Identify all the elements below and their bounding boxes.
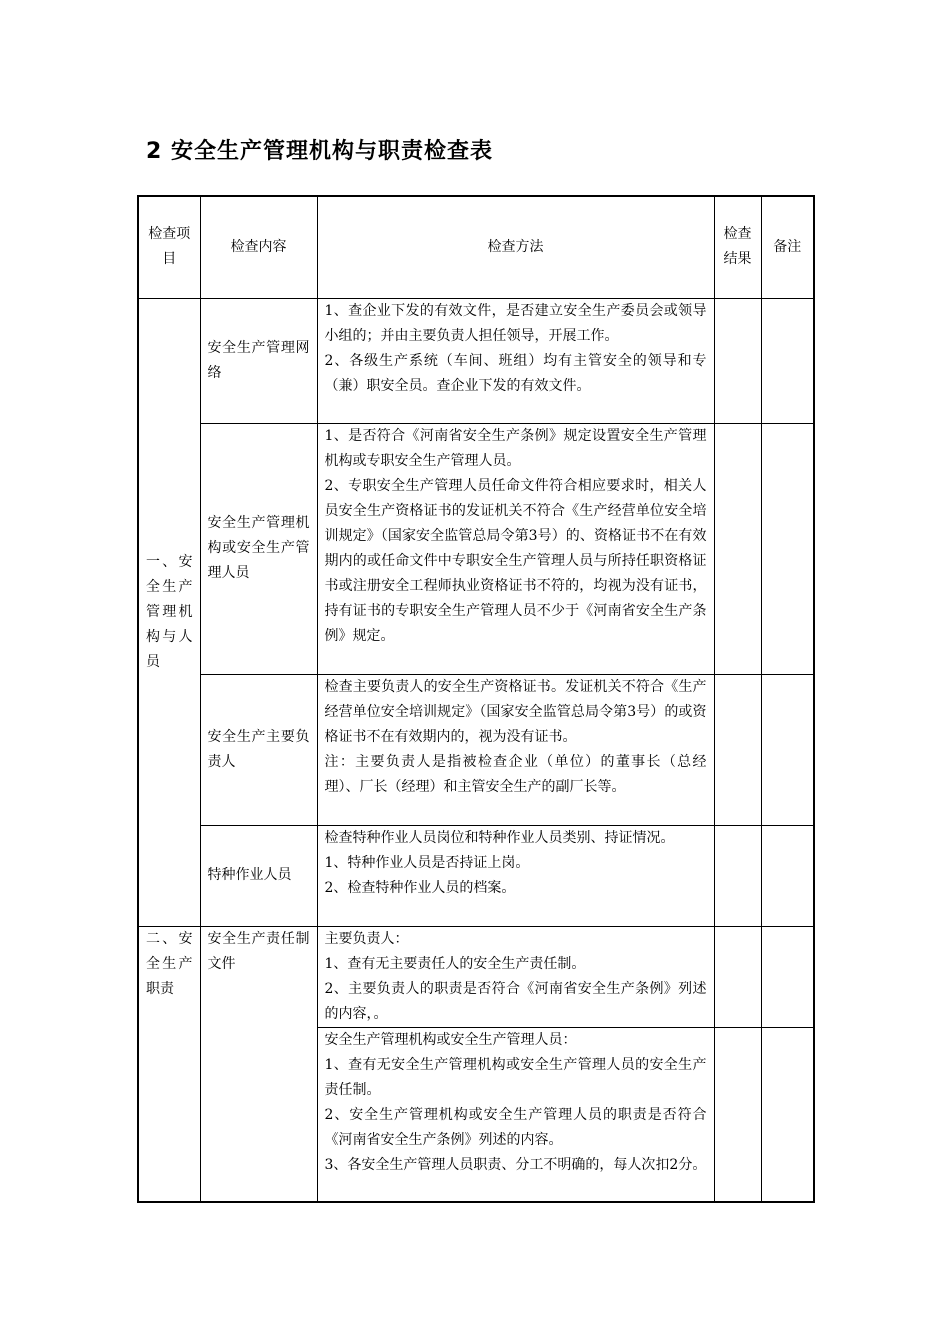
group-item-1: 一、安全生产管理机构与人员 xyxy=(138,298,200,926)
note-cell[interactable] xyxy=(761,1027,814,1202)
content-cell: 特种作业人员 xyxy=(200,825,317,926)
table-row xyxy=(138,298,814,423)
result-cell[interactable] xyxy=(714,926,761,1027)
method-cell: 1、查企业下发的有效文件，是否建立安全生产委员会或领导小组的；并由主要负责人担任领导，开展工作。 2、各级生产系统（车间、班组）均有主管安全的领导和专（兼）职安全员。查企业下发的有效文件。 xyxy=(317,298,714,423)
table-row xyxy=(138,674,814,825)
header-row xyxy=(138,196,814,298)
note-cell[interactable] xyxy=(761,674,814,825)
content-cell: 安全生产责任制文件 xyxy=(200,926,317,1202)
note-cell[interactable] xyxy=(761,298,814,423)
content-cell: 安全生产管理网络 xyxy=(200,298,317,423)
result-cell[interactable] xyxy=(714,674,761,825)
method-cell: 主要负责人： 1、查有无主要责任人的安全生产责任制。 2、主要负责人的职责是否符合《河南省安全生产条例》列述的内容，。 xyxy=(317,926,714,1027)
table-row xyxy=(138,825,814,926)
inspection-table xyxy=(137,195,815,1203)
result-cell[interactable] xyxy=(714,825,761,926)
note-cell[interactable] xyxy=(761,423,814,674)
page-title: 2 安全生产管理机构与职责检查表 xyxy=(146,139,493,164)
header-method: 检查方法 xyxy=(317,196,714,298)
method-cell: 检查特种作业人员岗位和特种作业人员类别、持证情况。 1、特种作业人员是否持证上岗。 2、检查特种作业人员的档案。 xyxy=(317,825,714,926)
header-note: 备注 xyxy=(761,196,814,298)
result-cell[interactable] xyxy=(714,298,761,423)
note-cell[interactable] xyxy=(761,825,814,926)
content-cell: 安全生产主要负责人 xyxy=(200,674,317,825)
method-cell: 检查主要负责人的安全生产资格证书。发证机关不符合《生产经营单位安全培训规定》（国家安全监管总局令第3号）的或资格证书不在有效期内的，视为没有证书。 注：主要负责人是指被检查企业（单位）的董事长（总经理）、厂长（经理）和主管安全生产的副厂长等。 xyxy=(317,674,714,825)
method-cell: 1、是否符合《河南省安全生产条例》规定设置安全生产管理机构或专职安全生产管理人员。 2、专职安全生产管理人员任命文件符合相应要求时，相关人员安全生产资格证书的发证机关不符合《生产经营单位安全培训规定》（国家安全监管总局令第3号）的、资格证书不在有效期内的或任命文件中专职安全生产管理人员与所持任职资格证书或注册安全工程师执业资格证书不符的，均视为没有证书，持有证书的专职安全生产管理人员不少于《河南省安全生产条例》规定。 xyxy=(317,423,714,674)
header-result: 检查结果 xyxy=(714,196,761,298)
result-cell[interactable] xyxy=(714,1027,761,1202)
method-cell: 安全生产管理机构或安全生产管理人员： 1、查有无安全生产管理机构或安全生产管理人员的安全生产责任制。 2、安全生产管理机构或安全生产管理人员的职责是否符合《河南省安全生产条例》列述的内容。 3、各安全生产管理人员职责、分工不明确的，每人次扣2分。 xyxy=(317,1027,714,1202)
content-cell: 安全生产管理机构或安全生产管理人员 xyxy=(200,423,317,674)
table-row xyxy=(138,423,814,674)
header-content: 检查内容 xyxy=(200,196,317,298)
group-item-2: 二、安全生产职责 xyxy=(138,926,200,1202)
table-row xyxy=(138,926,814,1027)
header-item: 检查项目 xyxy=(138,196,200,298)
note-cell[interactable] xyxy=(761,926,814,1027)
result-cell[interactable] xyxy=(714,423,761,674)
